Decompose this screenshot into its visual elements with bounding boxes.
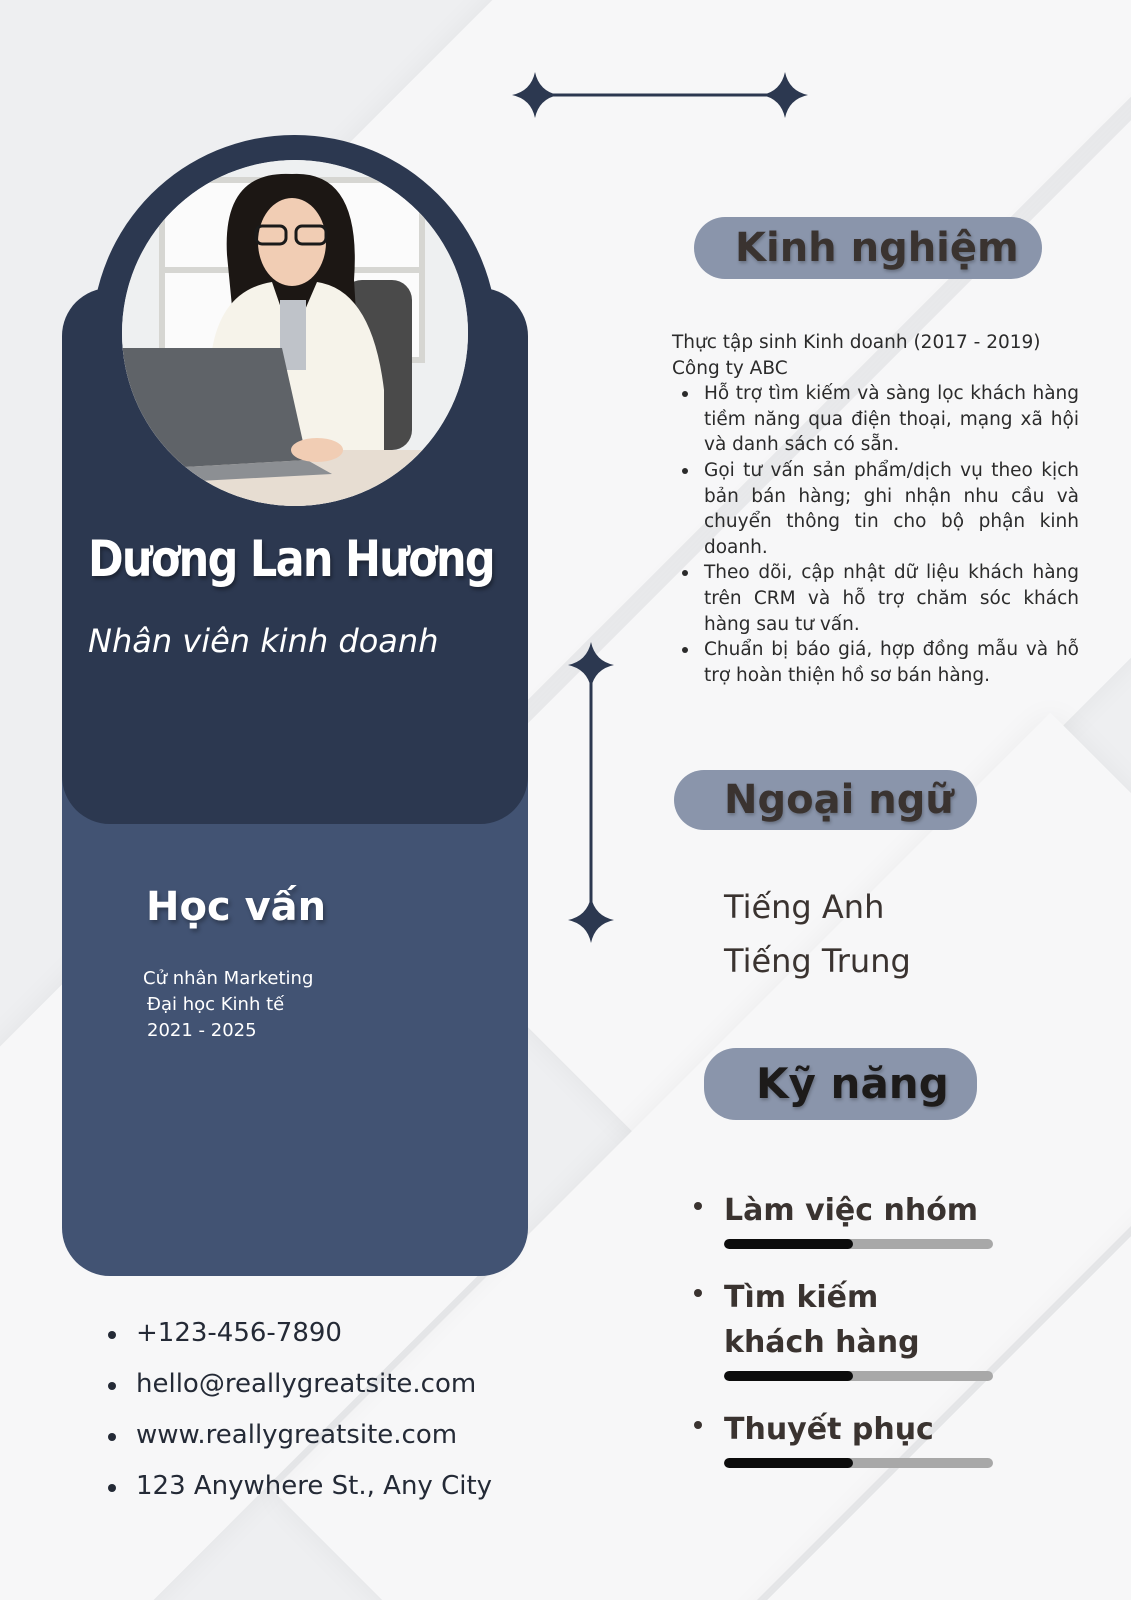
experience-position: Thực tập sinh Kinh doanh (2017 - 2019) (672, 332, 1041, 353)
languages-heading: Ngoại ngữ (674, 770, 977, 830)
skill-item (692, 1407, 1012, 1468)
duty-item: Theo dõi, cập nhật dữ liệu khách hàng trên CRM và hỗ trợ chăm sóc khách hàng sau tư vấn. (704, 560, 1079, 637)
profile-photo (122, 160, 468, 506)
experience-heading: Kinh nghiệm (694, 217, 1042, 279)
languages-list (724, 880, 911, 988)
skills-heading: Kỹ năng (704, 1048, 977, 1120)
language-item: Tiếng Trung (724, 942, 911, 980)
sparkle-connector-decoration (505, 70, 815, 120)
job-title: Nhân viên kinh doanh (88, 622, 439, 660)
skill-level-fill (724, 1239, 853, 1249)
skills-list (692, 1188, 1012, 1494)
skill-level-bar (724, 1239, 993, 1249)
education-school: Đại học Kinh tế (147, 994, 285, 1015)
profile-name: Dương Lan Hương (88, 530, 494, 588)
education-heading: Học vấn (146, 884, 327, 930)
skill-level-bar (724, 1458, 993, 1468)
education-details (143, 966, 313, 1044)
skill-name: Tìm kiếm khách hàng (724, 1280, 920, 1360)
education-degree: Cử nhân Marketing (143, 968, 314, 989)
skill-name: Thuyết phục (724, 1412, 934, 1447)
skill-item (692, 1275, 1012, 1381)
duty-item: Hỗ trợ tìm kiếm và sàng lọc khách hàng tiềm năng qua điện thoại, mạng xã hội và danh sách có sẵn. (704, 381, 1079, 458)
skill-level-bar (724, 1371, 993, 1381)
contact-email[interactable]: hello@reallygreatsite.com (108, 1369, 492, 1420)
contact-address: 123 Anywhere St., Any City (108, 1471, 492, 1522)
skill-level-fill (724, 1458, 853, 1468)
contact-phone[interactable]: +123-456-7890 (108, 1318, 492, 1369)
duty-item: Chuẩn bị báo giá, hợp đồng mẫu và hỗ trợ hoàn thiện hồ sơ bán hàng. (704, 637, 1079, 688)
duty-item: Gọi tư vấn sản phẩm/dịch vụ theo kịch bản bán hàng; ghi nhận nhu cầu và chuyển thông tin cho bộ phận kinh doanh. (704, 458, 1079, 560)
experience-company: Công ty ABC (672, 357, 788, 379)
experience-section (672, 330, 1079, 688)
skill-item (692, 1188, 1012, 1249)
contact-list (108, 1318, 492, 1522)
contact-website[interactable]: www.reallygreatsite.com (108, 1420, 492, 1471)
education-years: 2021 - 2025 (147, 1020, 257, 1041)
skill-name: Làm việc nhóm (724, 1193, 979, 1228)
language-item: Tiếng Anh (724, 888, 885, 926)
experience-duties (672, 381, 1079, 688)
skill-level-fill (724, 1371, 853, 1381)
vertical-sparkle-decoration (566, 640, 616, 945)
